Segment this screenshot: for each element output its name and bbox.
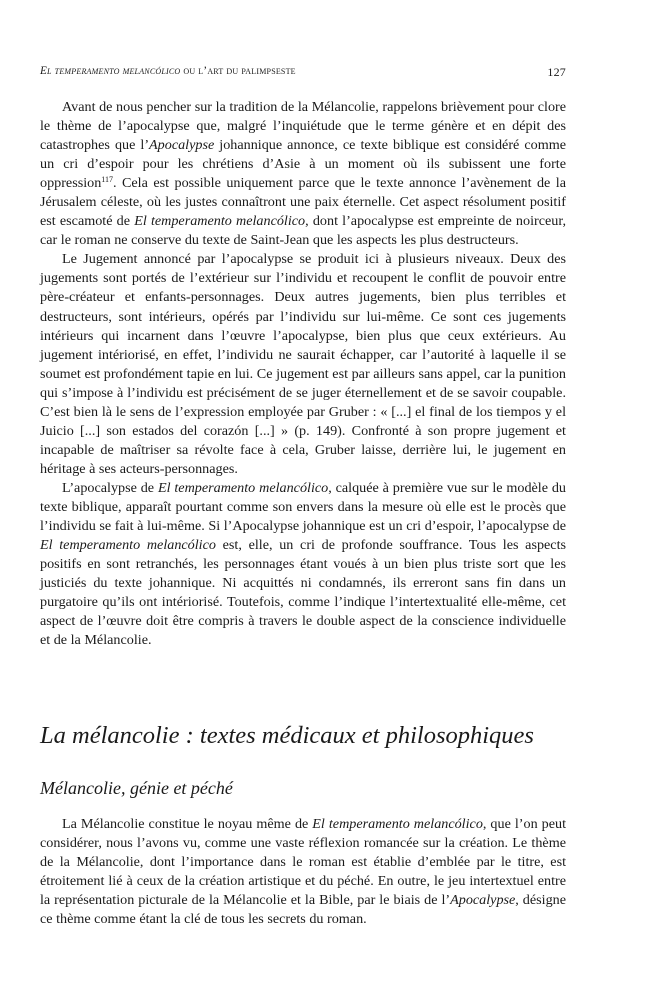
body-text-before-section xyxy=(40,98,566,650)
running-head xyxy=(40,65,568,77)
text-run: , désigne ce thème comme étant la clé de tous les secrets du roman. xyxy=(40,892,566,928)
running-head-title xyxy=(40,65,296,77)
text-run: La Mélancolie constitue le noyau même de xyxy=(62,816,313,832)
page-number: 127 xyxy=(547,65,566,79)
subsection-heading: Mélancolie, génie et péché xyxy=(40,778,233,798)
body-text-after-section xyxy=(40,815,566,929)
text-run: . Cela est possible uniquement parce que le texte annonce l’avènement de la Jérusalem céleste, où les justes connaîtront une paix éternelle. Cet aspect résolument positif est escamoté de xyxy=(40,175,566,230)
paragraph xyxy=(40,479,566,650)
paragraph xyxy=(40,98,566,250)
italic-run: Apocalypse xyxy=(450,892,516,909)
running-head-title-italic: El temperamento melancólico xyxy=(40,65,181,77)
text-run: , dont l’apocalypse est empreinte de noirceur, car le roman ne conserve du texte de Saint-Jean que les aspects les plus destructeurs. xyxy=(40,213,567,249)
italic-run: El temperamento melancólico xyxy=(157,479,329,496)
paragraph xyxy=(40,815,566,929)
section-heading: La mélancolie : textes médicaux et philosophiques xyxy=(40,722,534,749)
paragraph xyxy=(40,250,566,479)
text-run: est, elle, un cri de profonde souffrance. Tous les aspects positifs en sont retranchés, les personnages étant voués à un bien plus triste sort que les justiciés du texte johannique. Ni acquittés ni condamnés, ils erreront sans fin dans un purgatoire qu’ils ont intériorisé. Toutefois, comme l’indique l’intertextualité elle-même, cet aspect de l’œuvre doit être compris à travers le double aspect de la conscience individuelle et de la Mélancolie. xyxy=(40,537,567,649)
italic-run: El temperamento melancólico xyxy=(312,816,483,832)
italic-run: El temperamento melancólico xyxy=(134,213,306,230)
footnote-ref: 117 xyxy=(101,175,113,185)
italic-run: El temperamento melancólico xyxy=(40,537,216,554)
text-run: , que l’on peut considérer, nous l’avons vu, comme une vaste réflexion romancée sur la création. Le thème de la Mélancolie, dont l’importance dans le roman est établie d’emblée par le titre, est étroitement lié à ceux de la création artistique et du péché. En outre, le jeu intertextuel entre la représentation picturale de la Mélancolie et la Bible, par le biais de l’ xyxy=(40,816,566,909)
text-run: Avant de nous pencher sur la tradition de la Mélancolie, rappelons brièvement pour clore le thème de l’apocalypse que, malgré l’inquiétude que le terme génère et en dépit des catastrophes que l’ xyxy=(40,99,566,154)
text-run: , calquée à première vue sur le modèle du texte biblique, apparaît pourtant comme son envers dans la mesure où elle est le procès que l’individu se fait à lui-même. Si l’Apocalypse johannique est un cri d’espoir, l’apocalypse de xyxy=(40,479,566,535)
text-run: Le Jugement annoncé par l’apocalypse se produit ici à plusieurs niveaux. Deux des jugements sont portés de l’extérieur sur l’individu et recoupent le conflit de pouvoir entre père-créateur et enfants-personnages. Deux autres jugements, bien plus terribles et destructeurs, sont intérieurs, opérés par l’individu sur lui-même. Ce sont ces jugements intérieurs qui incarnent dans l’œuvre l’apocalypse, bien plus que ceux extérieurs. Au jugement intériorisé, en effet, l’individu ne saurait échapper, car l’autorité à laquelle il se soumet est profondément tapie en lui. Ce jugement est par ailleurs sans appel, car la punition qui s’impose à l’individu est précisément de se juger éternellement et de se savoir coupable. C’est bien là le sens de l’expression employée par Gruber : « [...] el final de los tiempos y el Juicio [...] son estados del corazón [...] » (p. 149). Confronté à son propre jugement et incapable de maîtriser sa révolte face à cela, Gruber laisse, derrière lui, le jugement en héritage à ses acteurs-personnages. xyxy=(40,251,566,477)
running-head-title-rest: ou l’art du palimpseste xyxy=(180,65,296,77)
text-run: L’apocalypse de xyxy=(62,479,158,496)
italic-run: Apocalypse xyxy=(149,137,215,154)
text-run: johannique annonce, ce texte biblique est considéré comme un cri d’espoir pour les chrétiens d’Asie à un moment où ils subissent une forte oppression xyxy=(40,137,566,192)
